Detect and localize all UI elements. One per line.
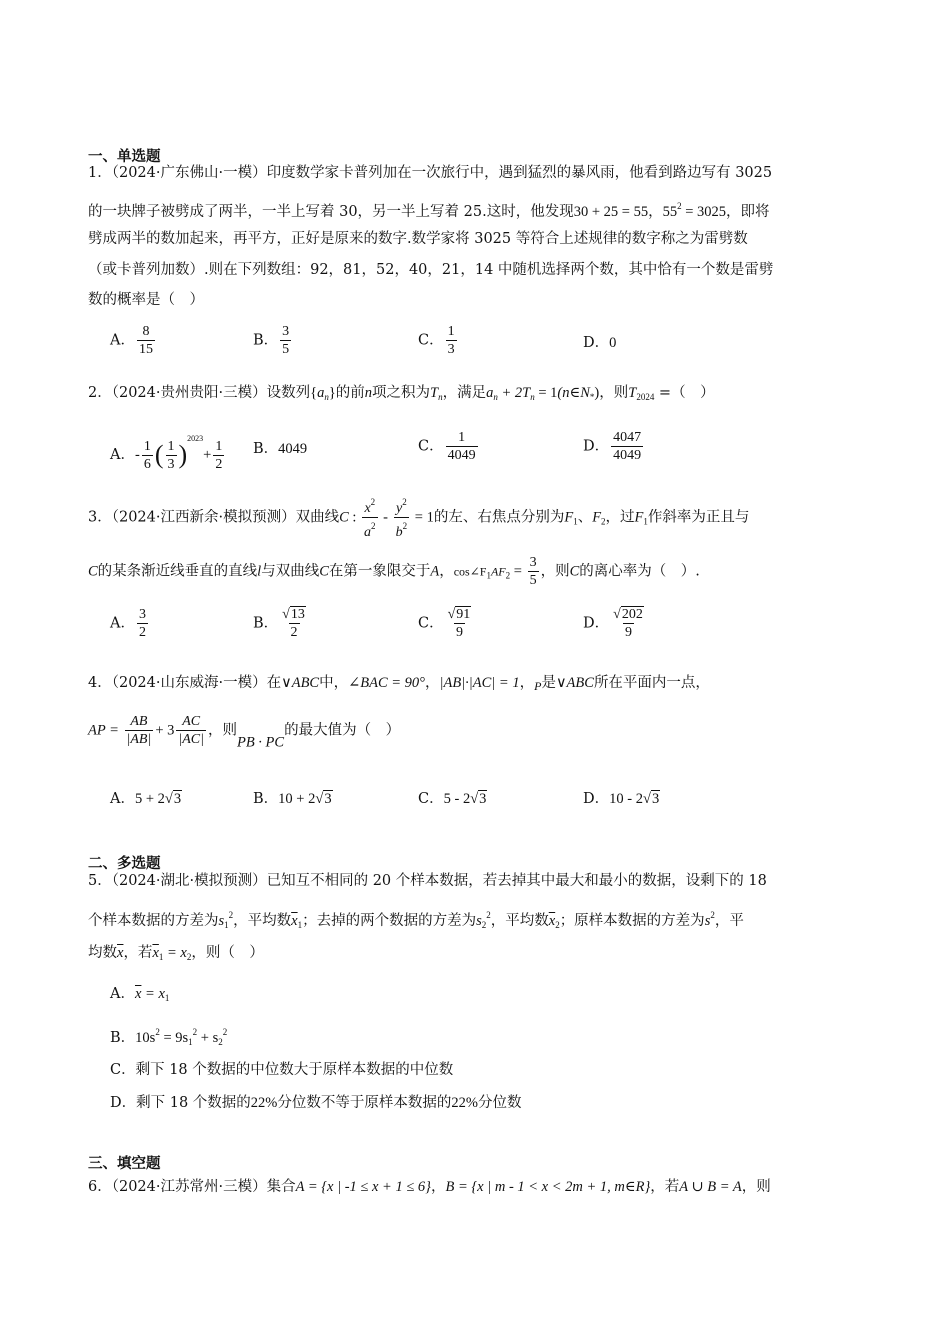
- q1-option-a[interactable]: A． $\frac{8}{15}$: [110, 324, 153, 357]
- q4-option-d[interactable]: D．10 - 2√3: [583, 791, 660, 807]
- q5-option-b[interactable]: B．$10s^2 = 9s_1^2 + s_2^2$: [110, 1027, 228, 1047]
- q1-option-b[interactable]: B． $\frac{3}{5}$: [253, 324, 290, 357]
- q5-option-a[interactable]: A．$\overline{x} = x_1$: [110, 986, 170, 1003]
- q5-line-1: 5．（2024·湖北·模拟预测）已知互不相同的 20 个样本数据，若去掉其中最大和最小的数据，设剩下的 18: [88, 873, 767, 889]
- q4-option-b[interactable]: B．10 + 2√3: [253, 791, 332, 807]
- q5-line-3: 均数$\overline{x}$，若$\overline{x}_1 = x_2$，则（ ）: [88, 945, 264, 962]
- q1-line-1: 1．（2024·广东佛山·一模）印度数学家卡普列加在一次旅行中，遇到猛烈的暴风雨，他看到路边写有 3025: [88, 165, 773, 181]
- q1-formula-sum: 30 + 25 = 55: [573, 204, 649, 220]
- q1-line-5: 数的概率是（ ）: [88, 292, 204, 308]
- q4-option-c[interactable]: C．5 - 2√3: [418, 791, 487, 807]
- q3-stem-line-1: 3．（2024·江西新余·模拟预测）双曲线C : $\frac{x^2}{a^2}$ - $\frac{y^2}{b^2}$ = 1的左、右焦点分别为$F_1$、$F_2$，过$F_1$作斜率为正且与: [88, 497, 750, 540]
- q6-stem: 6．（2024·江苏常州·三模）集合A = {x | -1 ≤ x + 1 ≤ 6}，B = {x | m - 1 < x < 2m + 1, m∈R}，若A ∪ B = A，则: [88, 1179, 771, 1195]
- q1-option-c[interactable]: C． $\frac{1}{3}$: [418, 324, 455, 357]
- section-title-fill-blank: 三、填空题: [88, 1155, 161, 1172]
- q3-option-a[interactable]: A． $\frac{3}{2}$: [110, 607, 146, 640]
- q5-option-d[interactable]: D．剩下 18 个数据的22%分位数不等于原样本数据的22%分位数: [110, 1095, 522, 1111]
- q2-option-d[interactable]: D． $\frac{4047}{4049}$: [583, 430, 642, 463]
- q5-option-c[interactable]: C．剩下 18 个数据的中位数大于原样本数据的中位数: [110, 1062, 454, 1078]
- q1-line-4: （或卡普列加数）.则在下列数组：92，81，52，40，21，14 中随机选择两个数，其中恰有一个数是雷劈: [88, 262, 774, 278]
- q5-line-2: 个样本数据的方差为$s_1^2$，平均数$\overline{x}_1$；去掉的两个数据的方差为$s_2^2$，平均数$\overline{x}_2$；原样本数据的方差为$s^2$，平: [88, 910, 744, 930]
- q1-option-d[interactable]: D．0: [583, 335, 617, 351]
- q4-option-a[interactable]: A．5 + 2√3: [110, 791, 182, 807]
- q2-option-b[interactable]: B．4049: [253, 441, 308, 457]
- q1-line-3: 劈成两半的数加起来，再平方，正好是原来的数字.数学家将 3025 等符合上述规律的数字称之为雷劈数: [88, 231, 748, 247]
- q2-option-c[interactable]: C． $\frac{1}{4049}$: [418, 430, 476, 463]
- section-title-single-choice: 一、单选题: [88, 148, 161, 165]
- q4-stem-line-1: 4．（2024·山东威海·一模）在∨ABC中，∠BAC = 90°，|AB|·|AC| = 1，$_P$是∨ABC所在平面内一点，: [88, 675, 710, 693]
- q2-stem: 2．（2024·贵州贵阳·三模）设数列$\{a_n\}$的前n项之积为$T_n$，满足$a_n + 2T_n$ = $1(n\in N_*)$，则$T_{2024}$ =（ ）: [88, 385, 715, 402]
- q3-stem-line-2: C的某条渐近线垂直的直线l与双曲线C在第一象限交于A，$\cos\angle F_1AF_2$ = $\frac{3}{5}$ ，则C的离心率为（ ）.: [88, 555, 700, 588]
- q3-option-c[interactable]: C． $\frac{√91}{9}$: [418, 607, 471, 640]
- q1-line-2: 的一块牌子被劈成了两半，一半上写着 30，另一半上写着 25.这时，他发现30 + 25 = 55，$55^2 = 3025$，即将: [88, 201, 770, 220]
- q2-option-a[interactable]: A．- $\frac{1}{6}$ ( $\frac{1}{3}$ )$^{2023}$+ $\frac{1}{2}$: [110, 434, 223, 472]
- section-title-multi-choice: 二、多选题: [88, 855, 161, 872]
- q3-option-d[interactable]: D． $\frac{√202}{9}$: [583, 607, 643, 640]
- q4-stem-line-2: AP = $\frac{AB}{|AB|}$ + 3 $\frac{AC}{|AC|}$ ，则PB · PC的最大值为（ ）: [88, 714, 401, 751]
- q3-option-b[interactable]: B． $\frac{√13}{2}$: [253, 607, 305, 640]
